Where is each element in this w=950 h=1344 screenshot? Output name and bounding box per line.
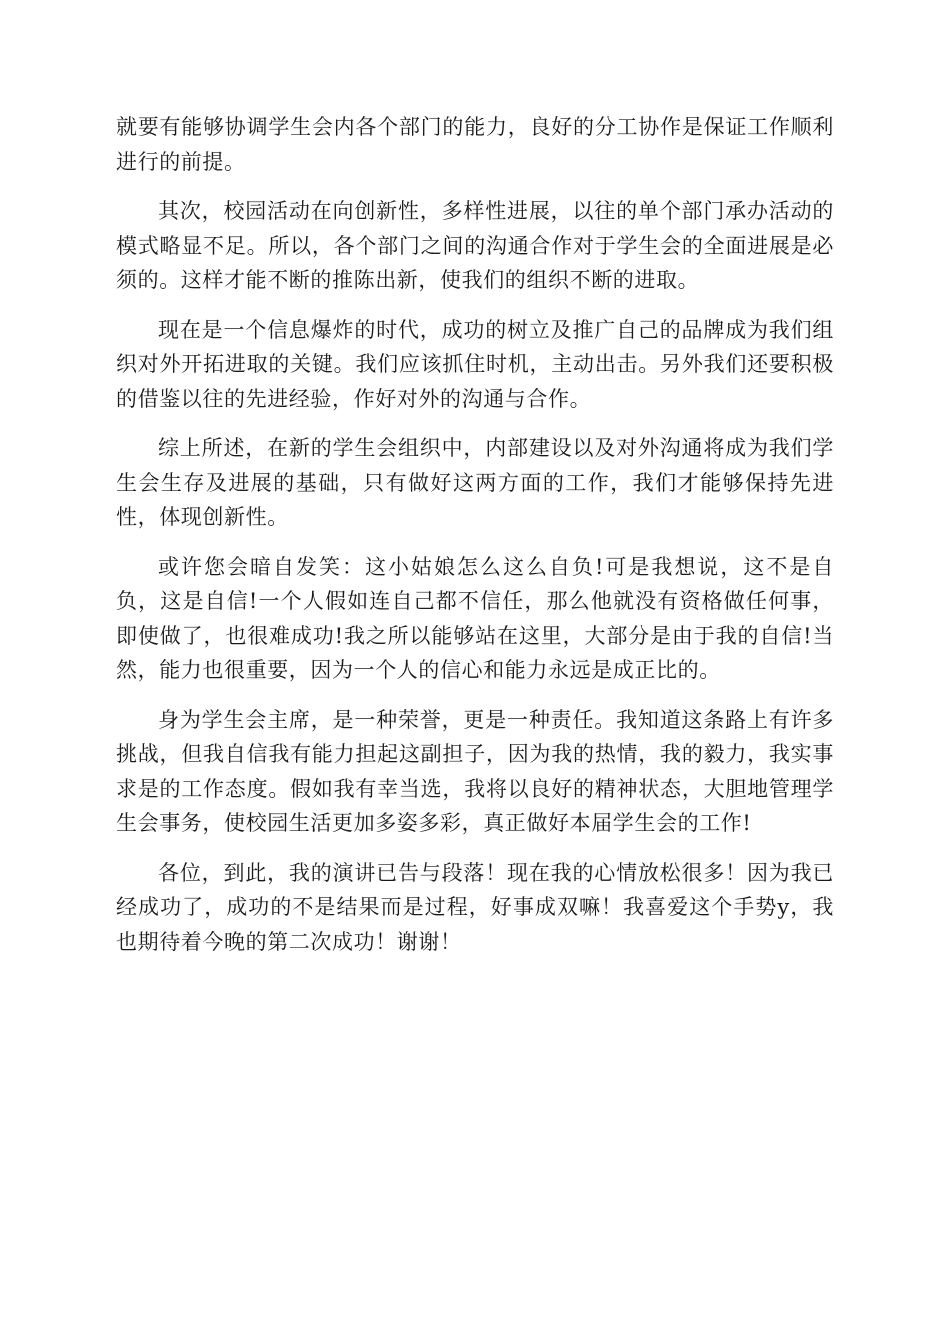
paragraph-closing: 各位，到此，我的演讲已告与段落！现在我的心情放松很多！因为我已经成功了，成功的不是结果而是过程，好事成双嘛！我喜爱这个手势y，我也期待着今晚的第二次成功！谢谢！ — [116, 860, 834, 954]
paragraph-brand: 现在是一个信息爆炸的时代，成功的树立及推广自己的品牌成为我们组织对外开拓进取的关键。我们应该抓住时机，主动出击。另外我们还要积极的借鉴以往的先进经验，作好对外的沟通与合作。 — [116, 317, 834, 411]
paragraph-innovation: 其次，校园活动在向创新性，多样性进展，以往的单个部门承办活动的模式略显不足。所以，各个部门之间的沟通合作对于学生会的全面进展是必须的。这样才能不断的推陈出新，使我们的组织不断的进取。 — [116, 199, 834, 292]
paragraph-responsibility: 身为学生会主席，是一种荣誉，更是一种责任。我知道这条路上有许多挑战，但我自信我有能力担起这副担子，因为我的热情，我的毅力，我实事求是的工作态度。假如我有幸当选，我将以良好的精神状态，大胆地管理学生会事务，使校园生活更加多姿多彩，真正做好本届学生会的工作! — [116, 707, 834, 835]
paragraph-summary: 综上所述，在新的学生会组织中，内部建设以及对外沟通将成为我们学生会生存及进展的基础，只有做好这两方面的工作，我们才能够保持先进性，体现创新性。 — [116, 436, 834, 529]
paragraph-confidence: 或许您会暗自发笑：这小姑娘怎么这么自负!可是我想说，这不是自负，这是自信!一个人假如连自己都不信任，那么他就没有资格做任何事，即使做了，也很难成功!我之所以能够站在这里，大部分是由于我的自信!当然，能力也很重要，因为一个人的信心和能力永远是成正比的。 — [116, 554, 834, 682]
paragraph-continuation: 就要有能够协调学生会内各个部门的能力，良好的分工协作是保证工作顺利进行的前提。 — [116, 115, 834, 174]
document-page — [116, 110, 834, 974]
